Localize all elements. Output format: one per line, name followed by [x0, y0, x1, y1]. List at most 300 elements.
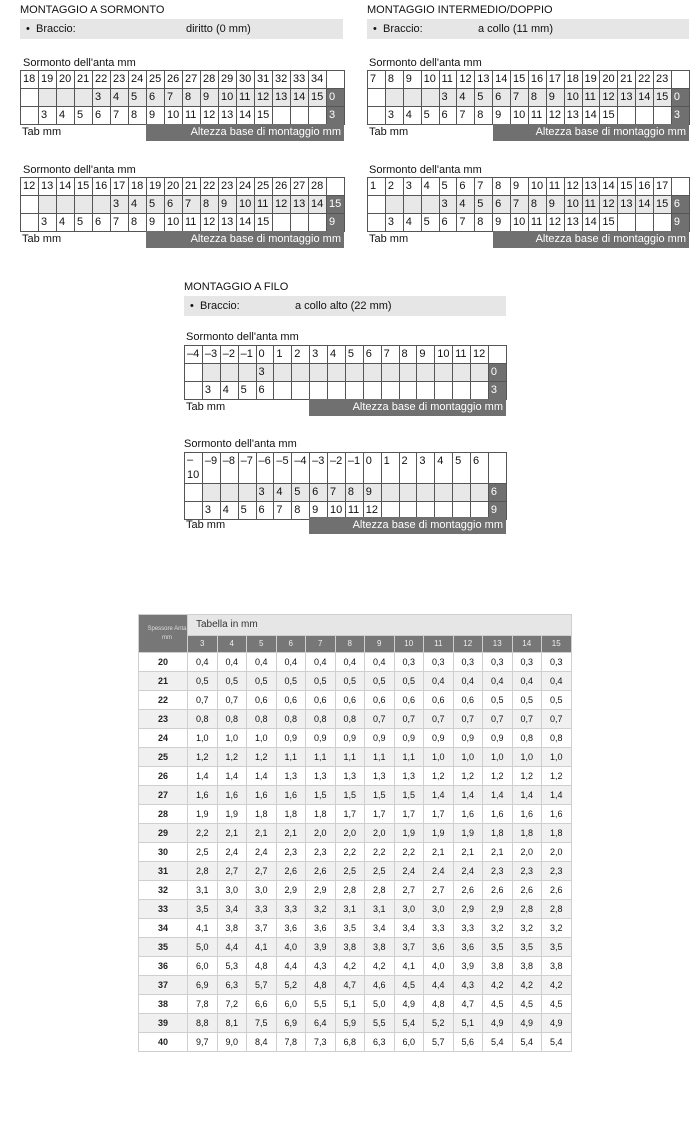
value-cell: 3,8 — [512, 957, 542, 976]
grid-cell: 19 — [39, 71, 57, 89]
grid-cell — [399, 364, 417, 382]
column-header: 6 — [276, 636, 306, 653]
grid-cell: 0 — [671, 89, 689, 107]
grid-cell: 11 — [237, 89, 255, 107]
value-cell: 1,4 — [542, 786, 572, 805]
grid-cell — [291, 214, 309, 232]
grid-cell: 14 — [291, 89, 309, 107]
grid-cell: 9 — [147, 214, 165, 232]
value-cell: 4,4 — [217, 938, 247, 957]
grid-cell: 3 — [310, 346, 328, 364]
grid-cell — [417, 484, 435, 502]
value-cell: 3,0 — [217, 881, 247, 900]
grid-cell: 1 — [274, 346, 292, 364]
grid-row — [185, 364, 507, 382]
value-cell: 7,8 — [276, 1033, 306, 1052]
value-cell: 2,1 — [483, 843, 513, 862]
value-cell: 1,6 — [247, 786, 277, 805]
value-cell: 2,4 — [217, 843, 247, 862]
value-cell: 6,0 — [188, 957, 218, 976]
grid-cell: 33 — [291, 71, 309, 89]
value-cell: 0,9 — [394, 729, 424, 748]
grid-cell: 13 — [291, 196, 309, 214]
grid-cell: 10 — [564, 89, 582, 107]
value-cell: 4,3 — [453, 976, 483, 995]
grid-cell: 9 — [201, 89, 219, 107]
value-cell: 3,9 — [453, 957, 483, 976]
grid-cell: 11 — [528, 107, 546, 125]
grid-cell — [385, 196, 403, 214]
grid-cell: 9 — [327, 214, 345, 232]
grid-cell: 5 — [75, 214, 93, 232]
value-cell: 3,3 — [424, 919, 454, 938]
tab-label: Tab mm — [369, 126, 409, 138]
value-cell: 0,7 — [188, 691, 218, 710]
grid-cell: 9 — [219, 196, 237, 214]
spessore-cell: 36 — [139, 957, 188, 976]
grid-cell: 4 — [328, 346, 346, 364]
grid-cell: 22 — [636, 71, 654, 89]
grid-cell: 8 — [129, 107, 147, 125]
value-cell: 4,4 — [276, 957, 306, 976]
grid-cell: 16 — [93, 178, 111, 196]
spessore-cell: 33 — [139, 900, 188, 919]
value-cell: 1,1 — [335, 748, 365, 767]
grid-cell — [671, 178, 689, 196]
value-cell: 0,8 — [335, 710, 365, 729]
grid-row — [21, 71, 345, 89]
value-cell: 1,9 — [217, 805, 247, 824]
grid-cell: 15 — [600, 107, 618, 125]
grid-cell: 7 — [381, 346, 399, 364]
value-cell: 3,6 — [424, 938, 454, 957]
value-cell: 2,1 — [424, 843, 454, 862]
value-cell: 0,3 — [453, 653, 483, 672]
bullet-icon: • — [190, 300, 194, 312]
value-cell: 3,0 — [394, 900, 424, 919]
grid-cell — [185, 484, 203, 502]
value-cell: 1,6 — [453, 805, 483, 824]
grid-cell: 4 — [129, 196, 147, 214]
grid-footer — [367, 124, 689, 141]
grid-cell — [57, 89, 75, 107]
table-row — [139, 1033, 572, 1052]
value-cell: 4,5 — [483, 995, 513, 1014]
corner-label: Spessore Anta mm — [139, 615, 188, 653]
value-cell: 3,9 — [306, 938, 336, 957]
value-cell: 3,5 — [188, 900, 218, 919]
grid-cell: 6 — [363, 346, 381, 364]
value-cell: 2,6 — [483, 881, 513, 900]
grid-cell: 10 — [165, 214, 183, 232]
tabella-header-row — [139, 615, 572, 636]
tab-label: Tab mm — [369, 233, 409, 245]
grid-cell: 7 — [457, 214, 475, 232]
grid-cell — [274, 382, 292, 400]
value-cell: 1,5 — [335, 786, 365, 805]
value-cell: 2,2 — [394, 843, 424, 862]
value-cell: 3,1 — [365, 900, 395, 919]
grid-cell: 3 — [39, 214, 57, 232]
value-cell: 3,1 — [335, 900, 365, 919]
value-cell: 0,4 — [512, 672, 542, 691]
grid-cell: 25 — [255, 178, 273, 196]
value-cell: 1,2 — [512, 767, 542, 786]
value-cell: 1,4 — [247, 767, 277, 786]
value-cell: 0,8 — [217, 710, 247, 729]
value-cell: 1,3 — [276, 767, 306, 786]
grid-cell: 15 — [511, 71, 529, 89]
grid-cell: 12 — [363, 502, 381, 520]
value-cell: 1,1 — [276, 748, 306, 767]
grid-cell: 3 — [111, 196, 129, 214]
grid-cell — [368, 214, 386, 232]
value-cell: 4,2 — [512, 976, 542, 995]
grid-cell: 14 — [600, 178, 618, 196]
spessore-cell: 30 — [139, 843, 188, 862]
grid-cell — [328, 382, 346, 400]
grid-cell: 5 — [475, 89, 493, 107]
grid-cell: 3 — [202, 382, 220, 400]
table-row — [139, 1014, 572, 1033]
value-cell: 4,7 — [335, 976, 365, 995]
spessore-cell: 22 — [139, 691, 188, 710]
table-row — [139, 862, 572, 881]
value-cell: 1,0 — [424, 748, 454, 767]
column-header: 15 — [542, 636, 572, 653]
value-cell: 0,4 — [188, 653, 218, 672]
value-cell: 0,7 — [394, 710, 424, 729]
value-cell: 3,0 — [247, 881, 277, 900]
grid-cell: 1 — [381, 453, 399, 484]
grid-cell — [453, 364, 471, 382]
value-cell: 0,5 — [483, 691, 513, 710]
tab-label: Tab mm — [22, 233, 62, 245]
grid-cell: 8 — [399, 346, 417, 364]
grid-row — [368, 196, 690, 214]
grid-cell — [273, 107, 291, 125]
grid-row — [185, 382, 507, 400]
value-cell: 2,8 — [365, 881, 395, 900]
grid-f6 — [184, 452, 507, 520]
grid-cell: 8 — [528, 196, 546, 214]
column-header: 10 — [394, 636, 424, 653]
grid-cell — [381, 364, 399, 382]
value-cell: 1,1 — [306, 748, 336, 767]
grid-cell: 11 — [183, 107, 201, 125]
grid-cell: 14 — [582, 214, 600, 232]
grid-row — [185, 453, 507, 484]
value-cell: 1,4 — [483, 786, 513, 805]
value-cell: 4,4 — [424, 976, 454, 995]
grid-s6 — [20, 177, 345, 232]
table-row — [139, 938, 572, 957]
braccio-bar — [20, 19, 343, 39]
grid-cell — [363, 382, 381, 400]
grid-cell: 12 — [457, 71, 475, 89]
grid-cell: 9 — [511, 178, 529, 196]
grid-cell: 30 — [237, 71, 255, 89]
grid-cell: 18 — [129, 178, 147, 196]
grid-cell: 11 — [528, 214, 546, 232]
value-cell: 0,8 — [306, 710, 336, 729]
table-row — [139, 672, 572, 691]
grid-cell: 5 — [439, 178, 457, 196]
grid-cell — [654, 107, 672, 125]
tab-label: Tab mm — [186, 519, 226, 531]
value-cell: 0,3 — [483, 653, 513, 672]
grid-cell: 13 — [219, 214, 237, 232]
grid-cell: 5 — [421, 107, 439, 125]
grid-cell: 8 — [385, 71, 403, 89]
grid-cell: 14 — [237, 107, 255, 125]
value-cell: 0,8 — [276, 710, 306, 729]
value-cell: 0,6 — [276, 691, 306, 710]
grid-cell — [488, 453, 506, 484]
grid-cell: 5 — [421, 214, 439, 232]
spessore-cell: 25 — [139, 748, 188, 767]
grid-cell — [21, 107, 39, 125]
grid-cell: 20 — [600, 71, 618, 89]
grid-cell: 24 — [237, 178, 255, 196]
value-cell: 1,4 — [217, 767, 247, 786]
value-cell: 2,2 — [188, 824, 218, 843]
value-cell: 2,0 — [365, 824, 395, 843]
grid-cell — [21, 214, 39, 232]
value-cell: 3,5 — [542, 938, 572, 957]
grid-cell — [618, 214, 636, 232]
table-row — [139, 767, 572, 786]
value-cell: 4,9 — [542, 1014, 572, 1033]
grid-cell: 8 — [475, 214, 493, 232]
grid-cell: 1 — [368, 178, 386, 196]
spessore-cell: 39 — [139, 1014, 188, 1033]
grid-cell — [273, 214, 291, 232]
value-cell: 0,4 — [247, 653, 277, 672]
section-title: MONTAGGIO A FILO — [184, 281, 289, 293]
grid-cell — [636, 214, 654, 232]
grid-cell — [309, 214, 327, 232]
table-row — [139, 881, 572, 900]
grid-cell: 28 — [309, 178, 327, 196]
sormonto-label: Sormonto dell'anta mm — [369, 164, 482, 176]
braccio-bar — [367, 19, 689, 39]
value-cell: 1,9 — [453, 824, 483, 843]
value-cell: 2,8 — [512, 900, 542, 919]
grid-cell: 12 — [600, 196, 618, 214]
grid-cell: 5 — [75, 107, 93, 125]
value-cell: 2,3 — [483, 862, 513, 881]
column-header: 13 — [483, 636, 513, 653]
section-filo — [184, 281, 506, 316]
grid-cell: 14 — [309, 196, 327, 214]
value-cell: 1,7 — [394, 805, 424, 824]
value-cell: 1,2 — [542, 767, 572, 786]
value-cell: 1,0 — [247, 729, 277, 748]
grid-cell: 23 — [219, 178, 237, 196]
value-cell: 0,3 — [512, 653, 542, 672]
value-cell: 3,3 — [276, 900, 306, 919]
grid-cell: 25 — [147, 71, 165, 89]
grid-cell: 9 — [488, 502, 506, 520]
value-cell: 9,0 — [217, 1033, 247, 1052]
grid-cell — [327, 178, 345, 196]
altezza-label: Altezza base di montaggio mm — [493, 124, 689, 141]
spessore-cell: 29 — [139, 824, 188, 843]
value-cell: 2,7 — [424, 881, 454, 900]
tabella-mm — [138, 614, 572, 1052]
value-cell: 1,6 — [276, 786, 306, 805]
grid-cell — [185, 382, 203, 400]
value-cell: 4,2 — [542, 976, 572, 995]
braccio-label: Braccio: — [383, 23, 423, 35]
value-cell: 2,0 — [542, 843, 572, 862]
grid-cell: 12 — [255, 89, 273, 107]
grid-cell: 12 — [546, 214, 564, 232]
spessore-cell: 23 — [139, 710, 188, 729]
value-cell: 0,6 — [247, 691, 277, 710]
value-cell: 4,9 — [483, 1014, 513, 1033]
grid-cell: 32 — [273, 71, 291, 89]
grid-cell — [327, 71, 345, 89]
grid-cell: 17 — [111, 178, 129, 196]
grid-row — [368, 89, 690, 107]
grid-cell: 19 — [582, 71, 600, 89]
value-cell: 2,7 — [247, 862, 277, 881]
grid-cell: 8 — [475, 107, 493, 125]
grid-cell: 10 — [219, 89, 237, 107]
value-cell: 3,4 — [394, 919, 424, 938]
grid-cell: –9 — [202, 453, 220, 484]
value-cell: 4,8 — [306, 976, 336, 995]
table-row — [139, 691, 572, 710]
value-cell: 0,5 — [512, 691, 542, 710]
column-header: 14 — [512, 636, 542, 653]
value-cell: 0,5 — [188, 672, 218, 691]
grid-cell: 14 — [636, 89, 654, 107]
grid-cell: 3 — [488, 382, 506, 400]
value-cell: 3,8 — [483, 957, 513, 976]
grid-cell: 34 — [309, 71, 327, 89]
grid-cell: 9 — [493, 214, 511, 232]
column-header: 5 — [247, 636, 277, 653]
grid-cell — [385, 89, 403, 107]
grid-cell: 6 — [493, 196, 511, 214]
value-cell: 2,7 — [217, 862, 247, 881]
value-cell: 6,0 — [276, 995, 306, 1014]
grid-cell: 10 — [511, 107, 529, 125]
value-cell: 4,3 — [306, 957, 336, 976]
grid-cell — [21, 89, 39, 107]
grid-cell: 19 — [147, 178, 165, 196]
table-row — [139, 919, 572, 938]
value-cell: 3,8 — [335, 938, 365, 957]
grid-cell: 4 — [403, 107, 421, 125]
grid-cell: 21 — [618, 71, 636, 89]
grid-cell — [75, 89, 93, 107]
altezza-label: Altezza base di montaggio mm — [309, 517, 506, 534]
grid-cell: 5 — [147, 196, 165, 214]
sormonto-label: Sormonto dell'anta mm — [23, 57, 136, 69]
grid-cell: 5 — [238, 382, 256, 400]
value-cell: 2,1 — [247, 824, 277, 843]
value-cell: 5,0 — [188, 938, 218, 957]
grid-row — [21, 107, 345, 125]
grid-cell: 18 — [564, 71, 582, 89]
braccio-label: Braccio: — [200, 300, 240, 312]
grid-cell — [220, 364, 238, 382]
grid-cell — [39, 196, 57, 214]
value-cell: 0,9 — [424, 729, 454, 748]
grid-cell: 6 — [671, 196, 689, 214]
value-cell: 2,3 — [542, 862, 572, 881]
grid-cell: 8 — [345, 484, 363, 502]
value-cell: 4,9 — [394, 995, 424, 1014]
value-cell: 0,5 — [335, 672, 365, 691]
tab-label: Tab mm — [22, 126, 62, 138]
grid-cell — [21, 196, 39, 214]
grid-cell: 5 — [475, 196, 493, 214]
grid-cell: –3 — [310, 453, 328, 484]
grid-cell: 2 — [399, 453, 417, 484]
value-cell: 2,9 — [483, 900, 513, 919]
grid-cell — [435, 364, 453, 382]
grid-cell: 4 — [457, 89, 475, 107]
grid-cell — [310, 364, 328, 382]
grid-cell — [403, 89, 421, 107]
grid-cell: 13 — [582, 178, 600, 196]
grid-cell: 2 — [385, 178, 403, 196]
spessore-cell: 20 — [139, 653, 188, 672]
grid-cell: 31 — [255, 71, 273, 89]
value-cell: 0,8 — [188, 710, 218, 729]
value-cell: 3,3 — [247, 900, 277, 919]
grid-cell — [328, 364, 346, 382]
table-row — [139, 824, 572, 843]
grid-cell — [417, 382, 435, 400]
grid-cell: –10 — [185, 453, 203, 484]
value-cell: 0,3 — [424, 653, 454, 672]
grid-footer — [184, 399, 506, 416]
grid-f0 — [184, 345, 507, 400]
grid-cell: 14 — [493, 71, 511, 89]
grid-cell: 10 — [511, 214, 529, 232]
grid-cell: 11 — [255, 196, 273, 214]
grid-cell: 3 — [385, 214, 403, 232]
value-cell: 0,4 — [483, 672, 513, 691]
grid-footer — [367, 231, 689, 248]
grid-cell: 4 — [421, 178, 439, 196]
grid-cell: 5 — [238, 502, 256, 520]
grid-cell: 7 — [183, 196, 201, 214]
column-header: 12 — [453, 636, 483, 653]
value-cell: 0,7 — [365, 710, 395, 729]
value-cell: 1,2 — [483, 767, 513, 786]
value-cell: 2,3 — [306, 843, 336, 862]
value-cell: 3,5 — [483, 938, 513, 957]
value-cell: 3,8 — [365, 938, 395, 957]
value-cell: 1,6 — [483, 805, 513, 824]
grid-cell: 13 — [39, 178, 57, 196]
spessore-cell: 32 — [139, 881, 188, 900]
value-cell: 9,7 — [188, 1033, 218, 1052]
grid-cell: 11 — [546, 178, 564, 196]
value-cell: 2,0 — [335, 824, 365, 843]
grid-row — [368, 214, 690, 232]
grid-cell: 4 — [111, 89, 129, 107]
grid-cell: 15 — [618, 178, 636, 196]
grid-cell: 12 — [201, 214, 219, 232]
